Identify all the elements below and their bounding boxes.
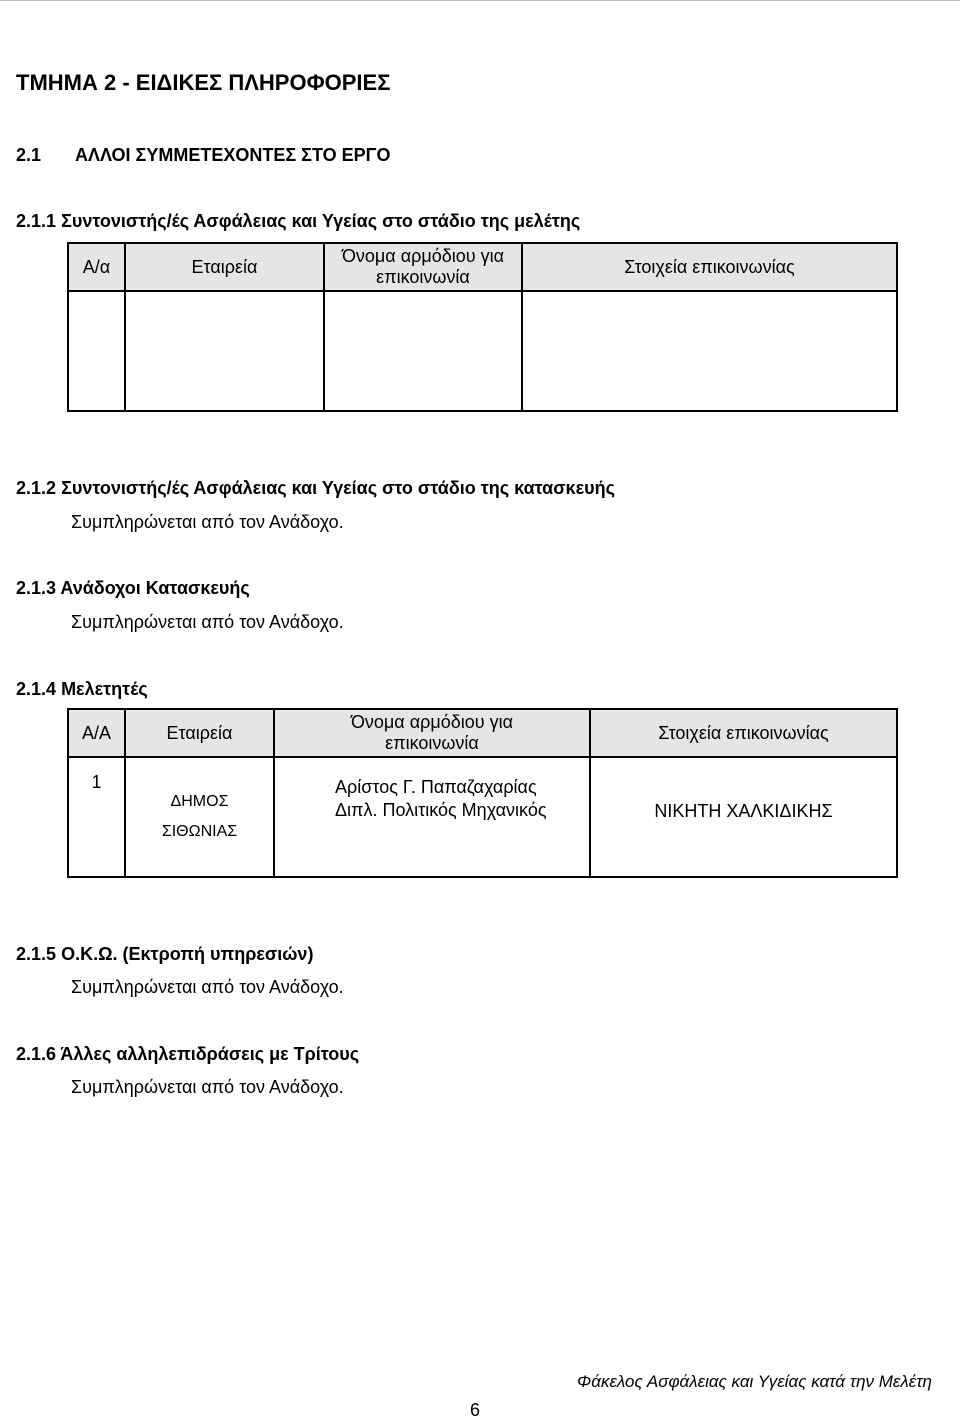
note-2-1-3: Συμπληρώνεται από τον Ανάδοχο. [71,612,344,632]
heading-2-1-1-number: 2.1.1 [16,211,57,231]
cell-contact-person [324,291,522,411]
header-aa: Α/α [68,243,125,291]
cell-contact-details [522,291,897,411]
header-company: Εταιρεία [125,709,274,757]
note-2-1-2: Συμπληρώνεται από τον Ανάδοχο. [71,512,344,532]
header-contact-person-line2: επικοινωνία [376,267,470,287]
heading-2-1-4-title: Μελετητές [61,679,148,699]
heading-2-1-5-number: 2.1.5 [16,944,57,964]
heading-2-1 [16,145,390,166]
header-contact-details: Στοιχεία επικοινωνίας [590,709,897,757]
footer-document-title: Φάκελος Ασφάλειας και Υγείας κατά την Μελέτη [577,1372,932,1391]
heading-2-1-1-title: Συντονιστής/ές Ασφάλειας και Υγείας στο στάδιο της μελέτης [61,211,581,231]
header-contact-person-line1: Όνομα αρμόδιου για [350,712,514,732]
note-2-1-6: Συμπληρώνεται από τον Ανάδοχο. [71,1077,344,1097]
safety-coordinators-design-table [67,242,898,412]
section-title: ΤΜΗΜΑ 2 - ΕΙΔΙΚΕΣ ΠΛΗΡΟΦΟΡΙΕΣ [16,70,391,95]
heading-2-1-1 [16,211,580,232]
cell-contact-person-line2: Διπλ. Πολιτικός Μηχανικός [335,800,547,820]
header-company: Εταιρεία [125,243,324,291]
header-contact-person-line1: Όνομα αρμόδιου για [341,246,505,266]
heading-2-1-5 [16,944,313,965]
table-row [68,757,897,877]
heading-2-1-2-title: Συντονιστής/ές Ασφάλειας και Υγείας στο στάδιο της κατασκευής [61,478,615,498]
cell-company-line2: ΣΙΘΩΝΙΑΣ [161,823,238,840]
top-rule [0,0,960,3]
heading-2-1-4-number: 2.1.4 [16,679,57,699]
table-header-row [68,709,897,757]
heading-2-1-3 [16,578,250,599]
header-contact-person [324,243,522,291]
heading-2-1-4 [16,679,148,700]
cell-aa [68,757,125,877]
heading-2-1-6 [16,1044,359,1065]
heading-2-1-3-title: Ανάδοχοι Κατασκευής [60,578,250,598]
page-number: 6 [470,1400,481,1420]
heading-2-1-6-number: 2.1.6 [16,1044,57,1064]
table-row-empty [68,291,897,411]
note-2-1-5: Συμπληρώνεται από τον Ανάδοχο. [71,977,344,997]
designers-table [67,708,898,878]
heading-2-1-6-title: Άλλες αλληλεπιδράσεις με Τρίτους [60,1044,360,1064]
header-contact-details: Στοιχεία επικοινωνίας [522,243,897,291]
cell-aa [68,291,125,411]
header-contact-person-line2: επικοινωνία [385,733,479,753]
cell-company [125,757,274,877]
header-aa: Α/Α [68,709,125,757]
cell-contact-person [274,757,590,877]
cell-company-line1: ΔΗΜΟΣ [170,793,229,810]
cell-aa-value: 1 [91,772,102,792]
heading-2-1-5-title: Ο.Κ.Ω. (Εκτροπή υπηρεσιών) [61,944,314,964]
heading-2-1-3-number: 2.1.3 [16,578,57,598]
heading-2-1-number: 2.1 [16,145,42,165]
cell-contact-person-line1: Αρίστος Γ. Παπαζαχαρίας [335,777,537,797]
heading-2-1-title: ΑΛΛΟΙ ΣΥΜΜΕΤΕΧΟΝΤΕΣ ΣΤΟ ΕΡΓΟ [75,145,391,165]
cell-company [125,291,324,411]
heading-2-1-2-number: 2.1.2 [16,478,57,498]
cell-contact-details [590,757,897,877]
cell-contact-details-value: ΝΙΚΗΤΗ ΧΑΛΚΙΔΙΚΗΣ [654,800,833,821]
heading-2-1-2 [16,478,615,499]
header-contact-person [274,709,590,757]
table-header-row [68,243,897,291]
